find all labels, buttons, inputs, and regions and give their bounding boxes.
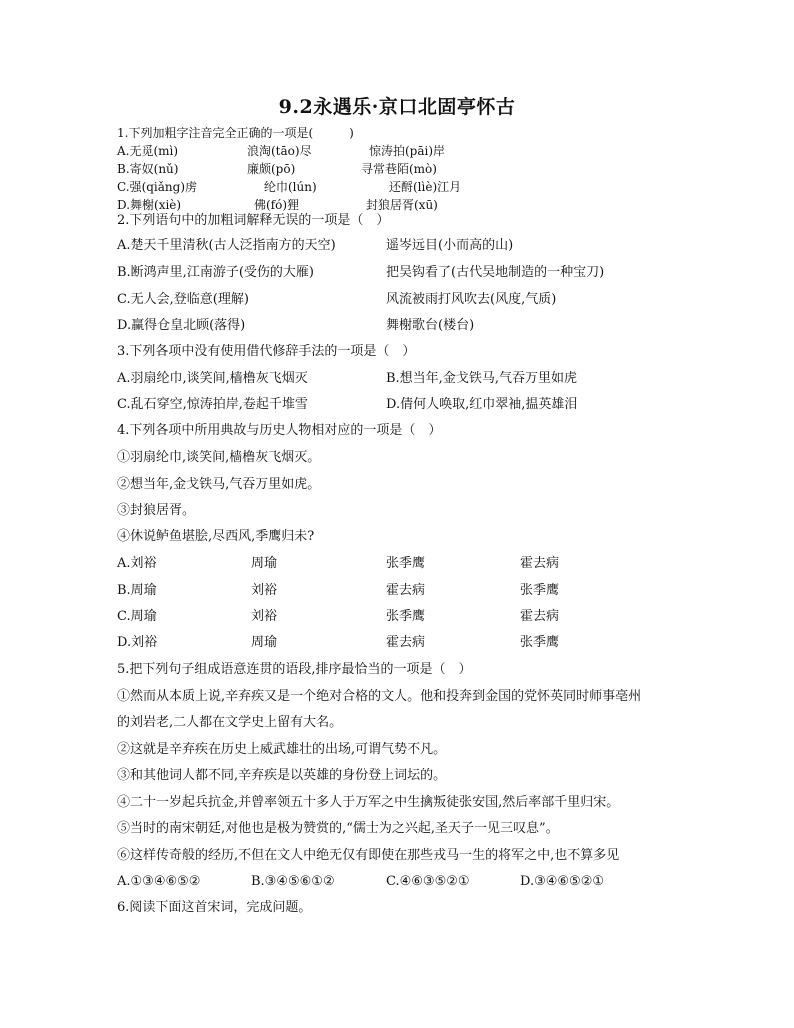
q1-option-b-1: B.寄奴(nǔ) xyxy=(117,162,179,176)
q4-item-4: ④休说鲈鱼堪脍,尽西风,季鹰归未? xyxy=(117,529,315,544)
q4-option-b-4: 张季鹰 xyxy=(520,583,560,598)
q1-option-d-2: 佛(fó)狸 xyxy=(254,198,300,212)
q4-option-d-4: 张季鹰 xyxy=(520,635,560,650)
q2-option-b-1: B.断鸿声里,江南游子(受伤的大雁) xyxy=(117,265,314,280)
q5-line-1: ①然而从本质上说,辛弃疾又是一个绝对合格的文人。他和投奔到金国的党怀英同时师事亳州 xyxy=(117,689,642,704)
q1-option-c-2: 纶巾(lún) xyxy=(264,180,317,194)
q1-option-b-3: 寻常巷陌(mò) xyxy=(361,162,437,176)
q4-option-c-3: 张季鹰 xyxy=(386,609,426,624)
q2-option-b-2: 把吴钩看了(古代吴地制造的一种宝刀) xyxy=(386,265,605,280)
q1-option-d-3: 封狼居胥(xū) xyxy=(366,198,438,212)
q4-option-a-4: 霍去病 xyxy=(520,556,560,571)
q5-option-a: A.①③④⑥⑤② xyxy=(117,874,201,889)
page-title: 9.2永遇乐·京口北固亭怀古 xyxy=(278,96,516,118)
q5-line-2: 的刘岩老,二人都在文学史上留有大名。 xyxy=(117,715,343,730)
q2-option-c-2: 风流被雨打风吹去(风度,气质) xyxy=(386,292,557,307)
q1-stem: 1.下列加粗字注音完全正确的一项是( ) xyxy=(117,126,354,140)
q5-option-d: D.③④⑥⑤②① xyxy=(520,874,605,889)
q1-option-a-1: A.无觅(mì) xyxy=(117,144,179,158)
q3-option-d: D.倩何人唤取,红巾翠袖,揾英雄泪 xyxy=(386,397,578,412)
q3-stem: 3.下列各项中没有使用借代修辞手法的一项是（ ） xyxy=(117,344,416,359)
q3-option-b: B.想当年,金戈铁马,气吞万里如虎 xyxy=(386,371,577,386)
q2-option-d-1: D.赢得仓皇北顾(落得) xyxy=(117,318,246,333)
q4-item-3: ③封狼居胥。 xyxy=(117,503,196,518)
q4-option-b-3: 霍去病 xyxy=(386,583,426,598)
q4-stem: 4.下列各项中所用典故与历史人物相对应的一项是（ ） xyxy=(117,423,442,438)
q5-option-b: B.③④⑤⑥①② xyxy=(251,874,335,889)
q5-line-4: ③和其他词人都不同,辛弃疾是以英雄的身份登上词坛的。 xyxy=(117,768,447,783)
q2-option-a-1: A.楚天千里清秋(古人泛指南方的天空) xyxy=(117,238,336,253)
q5-stem: 5.把下列句子组成语意连贯的语段,排序最恰当的一项是（ ） xyxy=(117,662,472,677)
q4-option-c-1: C.周瑜 xyxy=(117,609,157,624)
q1-option-b-2: 廉颇(pō) xyxy=(247,162,296,176)
q1-option-a-2: 浪淘(tāo)尽 xyxy=(247,144,312,158)
q1-option-d-1: D.舞榭(xiè) xyxy=(117,198,182,212)
q2-option-a-2: 遥岑远目(小而高的山) xyxy=(386,238,514,253)
q2-option-c-1: C.无人会,登临意(理解) xyxy=(117,292,249,307)
q4-item-2: ②想当年,金戈铁马,气吞万里如虎。 xyxy=(117,477,321,492)
q4-option-a-2: 周瑜 xyxy=(251,556,278,571)
q2-stem: 2.下列语句中的加粗词解释无误的一项是（ ） xyxy=(117,213,390,228)
q4-option-b-2: 刘裕 xyxy=(251,583,278,598)
q4-option-c-2: 刘裕 xyxy=(251,609,278,624)
q3-option-a: A.羽扇纶巾,谈笑间,樯橹灰飞烟灭 xyxy=(117,371,308,386)
q1-option-c-3: 还酹(lìè)江月 xyxy=(389,180,462,194)
q4-option-a-3: 张季鹰 xyxy=(386,556,426,571)
q4-item-1: ①羽扇纶巾,谈笑间,樯橹灰飞烟灭。 xyxy=(117,450,321,465)
q6-stem: 6.阅读下面这首宋词，完成问题。 xyxy=(117,900,312,915)
q4-option-d-2: 周瑜 xyxy=(251,635,278,650)
q5-line-7: ⑥这样传奇般的经历,不但在文人中绝无仅有即使在那些戎马一生的将军之中,也不算多见 xyxy=(117,848,620,863)
q5-line-3: ②这就是辛弃疾在历史上威武雄壮的出场,可谓气势不凡。 xyxy=(117,742,447,757)
q5-option-c: C.④⑥③⑤②① xyxy=(386,874,470,889)
q3-option-c: C.乱石穿空,惊涛拍岸,卷起千堆雪 xyxy=(117,397,308,412)
q4-option-b-1: B.周瑜 xyxy=(117,583,157,598)
q2-option-d-2: 舞榭歌台(楼台) xyxy=(386,318,475,333)
q4-option-c-4: 霍去病 xyxy=(520,609,560,624)
q1-option-a-3: 惊涛拍(pāi)岸 xyxy=(369,144,446,158)
q5-line-6: ⑤当时的南宋朝廷,对他也是极为赞赏的,“儒士为之兴起,圣天子一见三叹息”。 xyxy=(117,821,559,836)
q5-line-5: ④二十一岁起兵抗金,并曾率领五十多人于万军之中生擒叛徒张安国,然后率部千里归宋。 xyxy=(117,795,620,810)
q1-option-c-1: C.强(qiǎng)虏 xyxy=(117,180,198,194)
q4-option-d-1: D.刘裕 xyxy=(117,635,158,650)
q4-option-d-3: 霍去病 xyxy=(386,635,426,650)
q4-option-a-1: A.刘裕 xyxy=(117,556,157,571)
